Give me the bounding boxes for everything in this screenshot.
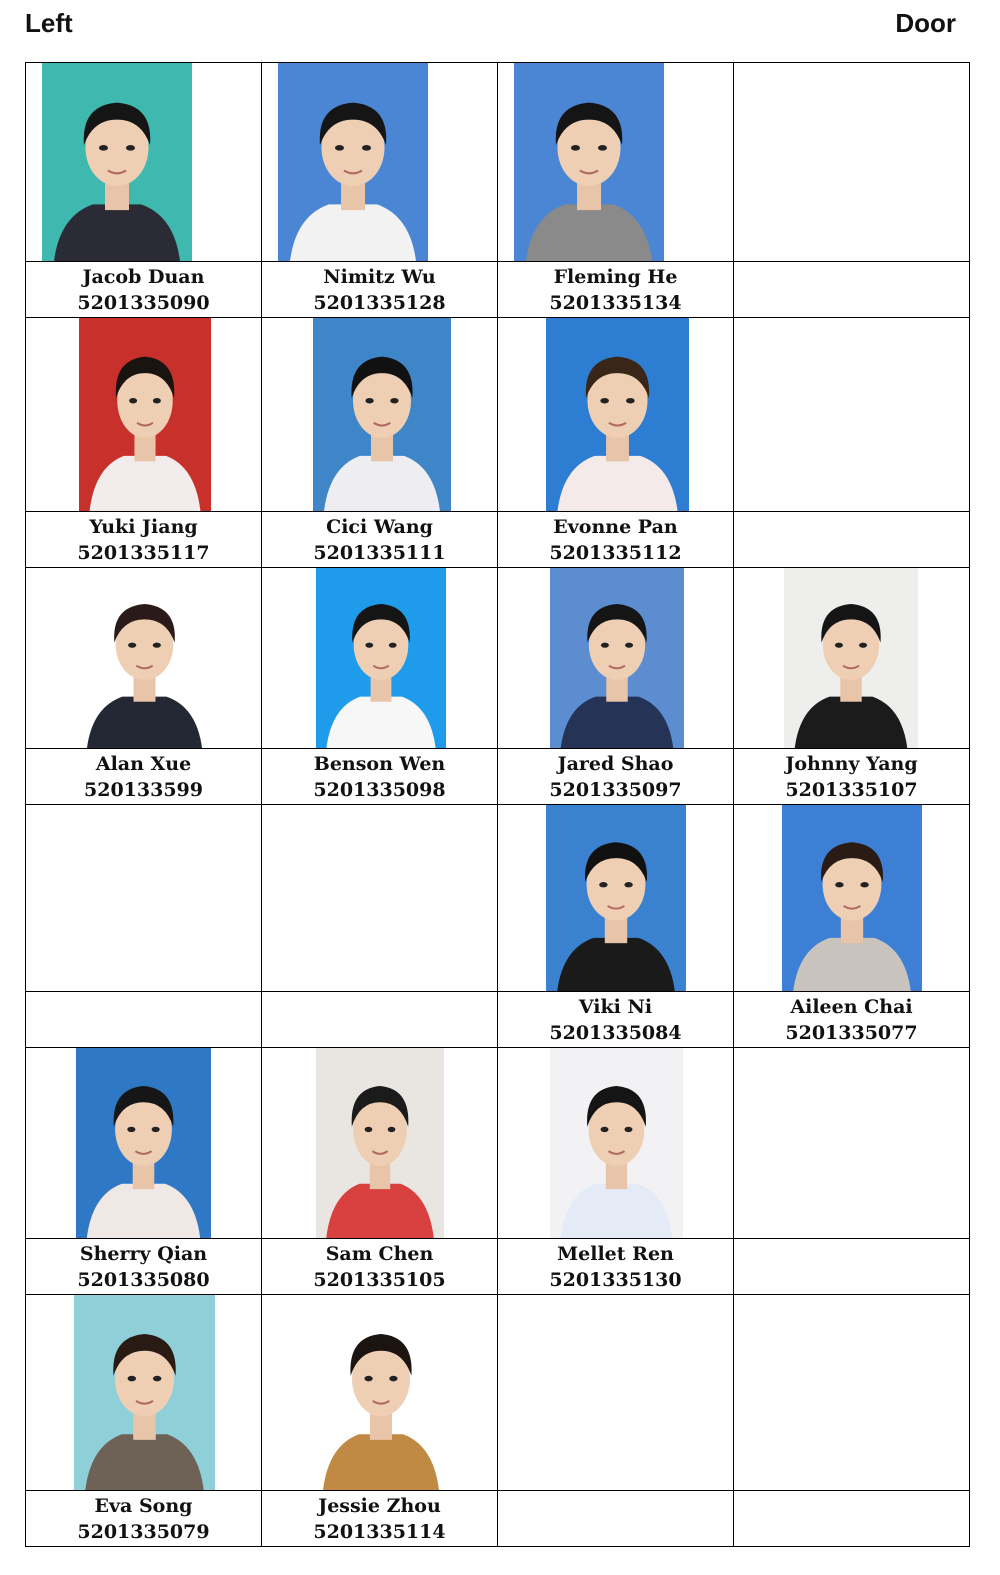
- student-photo: [316, 568, 446, 748]
- empty-seat-cell: [262, 805, 498, 992]
- student-id: 5201335112: [549, 541, 682, 564]
- student-label-cell: [262, 749, 498, 805]
- student-label-cell: [734, 749, 970, 805]
- student-label-cell: [262, 1491, 498, 1547]
- portrait-photo: [76, 568, 213, 748]
- left-eye: [600, 398, 609, 404]
- portrait-photo: [514, 63, 664, 261]
- right-eye: [860, 882, 868, 887]
- student-id: 5201335077: [785, 1021, 918, 1044]
- student-name: Aileen Chai: [790, 995, 913, 1018]
- name-row: [26, 512, 970, 568]
- portrait-photo: [74, 1295, 215, 1490]
- right-eye: [626, 398, 635, 404]
- student-photo: [550, 568, 684, 748]
- right-eye: [389, 1376, 397, 1382]
- student-id: 5201335117: [77, 541, 210, 564]
- student-id: 5201335080: [77, 1268, 210, 1291]
- student-name: Yuki Jiang: [89, 515, 198, 538]
- student-name: Jacob Duan: [82, 265, 205, 288]
- photo-cell: [262, 318, 498, 512]
- right-eye: [126, 145, 135, 151]
- student-name: Nimitz Wu: [323, 265, 436, 288]
- student-photo: [74, 1295, 215, 1490]
- left-eye: [128, 1376, 136, 1382]
- portrait-photo: [76, 1048, 211, 1238]
- photo-cell: [26, 63, 262, 262]
- student-photo: [784, 568, 918, 748]
- left-eye: [835, 643, 843, 648]
- left-eye: [599, 882, 607, 887]
- photo-cell: [498, 1048, 734, 1239]
- student-name: Fleming He: [553, 265, 678, 288]
- left-eye: [364, 1376, 372, 1382]
- student-label-cell: [734, 992, 970, 1048]
- left-eye: [571, 145, 580, 151]
- right-eye: [389, 643, 397, 648]
- student-label-cell: [26, 262, 262, 318]
- portrait-photo: [79, 318, 211, 511]
- student-photo: [312, 1295, 450, 1490]
- student-label-cell: [498, 992, 734, 1048]
- student-name: Cici Wang: [326, 515, 433, 538]
- name-row: [26, 262, 970, 318]
- left-eye: [365, 398, 373, 404]
- right-eye: [598, 145, 607, 151]
- student-photo: [313, 318, 451, 511]
- student-id: 5201335130: [549, 1268, 682, 1291]
- student-id: 5201335114: [313, 1520, 446, 1543]
- empty-seat-cell: [734, 1295, 970, 1491]
- photo-row: [26, 318, 970, 512]
- student-name: Sam Chen: [325, 1242, 434, 1265]
- empty-label-cell: [262, 992, 498, 1048]
- photo-cell: [734, 568, 970, 749]
- photo-cell: [498, 568, 734, 749]
- left-eye: [129, 398, 137, 404]
- left-eye: [601, 643, 609, 648]
- right-eye: [624, 882, 632, 887]
- left-eye: [127, 1127, 135, 1132]
- student-id: 5201335097: [549, 778, 682, 801]
- right-eye: [153, 398, 161, 404]
- student-name: Eva Song: [94, 1494, 193, 1517]
- student-id: 5201335084: [549, 1021, 682, 1044]
- student-label-cell: [26, 512, 262, 568]
- empty-label-cell: [734, 512, 970, 568]
- portrait-photo: [550, 568, 684, 748]
- right-eye: [624, 1127, 632, 1132]
- student-photo: [278, 63, 428, 261]
- name-row: [26, 992, 970, 1048]
- empty-label-cell: [734, 1491, 970, 1547]
- portrait-photo: [278, 63, 428, 261]
- left-side-label: Left: [25, 8, 73, 38]
- student-id: 5201335079: [77, 1520, 210, 1543]
- right-eye: [153, 643, 161, 648]
- left-eye: [335, 145, 344, 151]
- photo-row: [26, 568, 970, 749]
- student-label-cell: [498, 749, 734, 805]
- student-name: Viki Ni: [578, 995, 653, 1018]
- empty-seat-cell: [734, 1048, 970, 1239]
- photo-cell: [26, 568, 262, 749]
- photo-cell: [26, 1295, 262, 1491]
- student-name: Jared Shao: [557, 752, 674, 775]
- photo-row: [26, 805, 970, 992]
- left-eye: [365, 1127, 373, 1132]
- left-eye: [835, 882, 843, 887]
- student-photo: [514, 63, 664, 261]
- left-eye: [365, 643, 373, 648]
- student-id: 5201335105: [313, 1268, 446, 1291]
- student-name: Jessie Zhou: [318, 1494, 441, 1517]
- name-row: [26, 1491, 970, 1547]
- empty-seat-cell: [498, 1295, 734, 1491]
- student-id: 5201335098: [313, 778, 446, 801]
- seating-table: [25, 62, 970, 1547]
- student-photo: [42, 63, 192, 261]
- student-photo: [550, 1048, 683, 1238]
- portrait-photo: [546, 318, 689, 511]
- photo-row: [26, 1048, 970, 1239]
- photo-row: [26, 63, 970, 262]
- student-name: Mellet Ren: [557, 1242, 674, 1265]
- empty-seat-cell: [734, 318, 970, 512]
- portrait-photo: [313, 318, 451, 511]
- student-id: 520133599: [84, 778, 203, 801]
- student-photo: [76, 568, 213, 748]
- student-label-cell: [26, 1239, 262, 1295]
- left-eye: [601, 1127, 609, 1132]
- photo-cell: [262, 1295, 498, 1491]
- student-label-cell: [262, 512, 498, 568]
- photo-cell: [498, 318, 734, 512]
- student-photo: [546, 805, 686, 991]
- student-name: Johnny Yang: [785, 752, 918, 775]
- student-name: Sherry Qian: [79, 1242, 208, 1265]
- student-label-cell: [498, 1239, 734, 1295]
- portrait-photo: [784, 568, 918, 748]
- portrait-photo: [312, 1295, 450, 1490]
- student-label-cell: [262, 1239, 498, 1295]
- student-name: Alan Xue: [95, 752, 192, 775]
- photo-cell: [498, 805, 734, 992]
- student-label-cell: [26, 1491, 262, 1547]
- portrait-photo: [316, 568, 446, 748]
- empty-label-cell: [734, 1239, 970, 1295]
- student-name: Benson Wen: [313, 752, 446, 775]
- student-id: 5201335134: [549, 291, 682, 314]
- name-row: [26, 749, 970, 805]
- empty-seat-cell: [26, 805, 262, 992]
- student-photo: [79, 318, 211, 511]
- empty-label-cell: [498, 1491, 734, 1547]
- portrait-photo: [316, 1048, 444, 1238]
- student-id: 5201335090: [77, 291, 210, 314]
- student-label-cell: [262, 262, 498, 318]
- empty-label-cell: [26, 992, 262, 1048]
- empty-label-cell: [734, 262, 970, 318]
- right-eye: [859, 643, 867, 648]
- empty-seat-cell: [734, 63, 970, 262]
- student-label-cell: [498, 512, 734, 568]
- photo-cell: [262, 63, 498, 262]
- right-eye: [152, 1127, 160, 1132]
- left-eye: [99, 145, 108, 151]
- student-id: 5201335111: [313, 541, 446, 564]
- portrait-photo: [782, 805, 922, 991]
- student-label-cell: [498, 262, 734, 318]
- door-label: Door: [895, 8, 956, 38]
- student-photo: [316, 1048, 444, 1238]
- photo-cell: [498, 63, 734, 262]
- portrait-photo: [546, 805, 686, 991]
- student-label-cell: [26, 749, 262, 805]
- student-photo: [76, 1048, 211, 1238]
- portrait-photo: [550, 1048, 683, 1238]
- student-photo: [546, 318, 689, 511]
- name-row: [26, 1239, 970, 1295]
- student-photo: [782, 805, 922, 991]
- right-eye: [388, 1127, 396, 1132]
- photo-row: [26, 1295, 970, 1491]
- right-eye: [625, 643, 633, 648]
- student-id: 5201335107: [785, 778, 918, 801]
- right-eye: [390, 398, 398, 404]
- portrait-photo: [42, 63, 192, 261]
- left-eye: [128, 643, 136, 648]
- student-name: Evonne Pan: [553, 515, 678, 538]
- student-id: 5201335128: [313, 291, 446, 314]
- seating-chart: [25, 62, 969, 1554]
- photo-cell: [26, 318, 262, 512]
- right-eye: [153, 1376, 161, 1382]
- photo-cell: [262, 1048, 498, 1239]
- photo-cell: [26, 1048, 262, 1239]
- photo-cell: [262, 568, 498, 749]
- right-eye: [362, 145, 371, 151]
- photo-cell: [734, 805, 970, 992]
